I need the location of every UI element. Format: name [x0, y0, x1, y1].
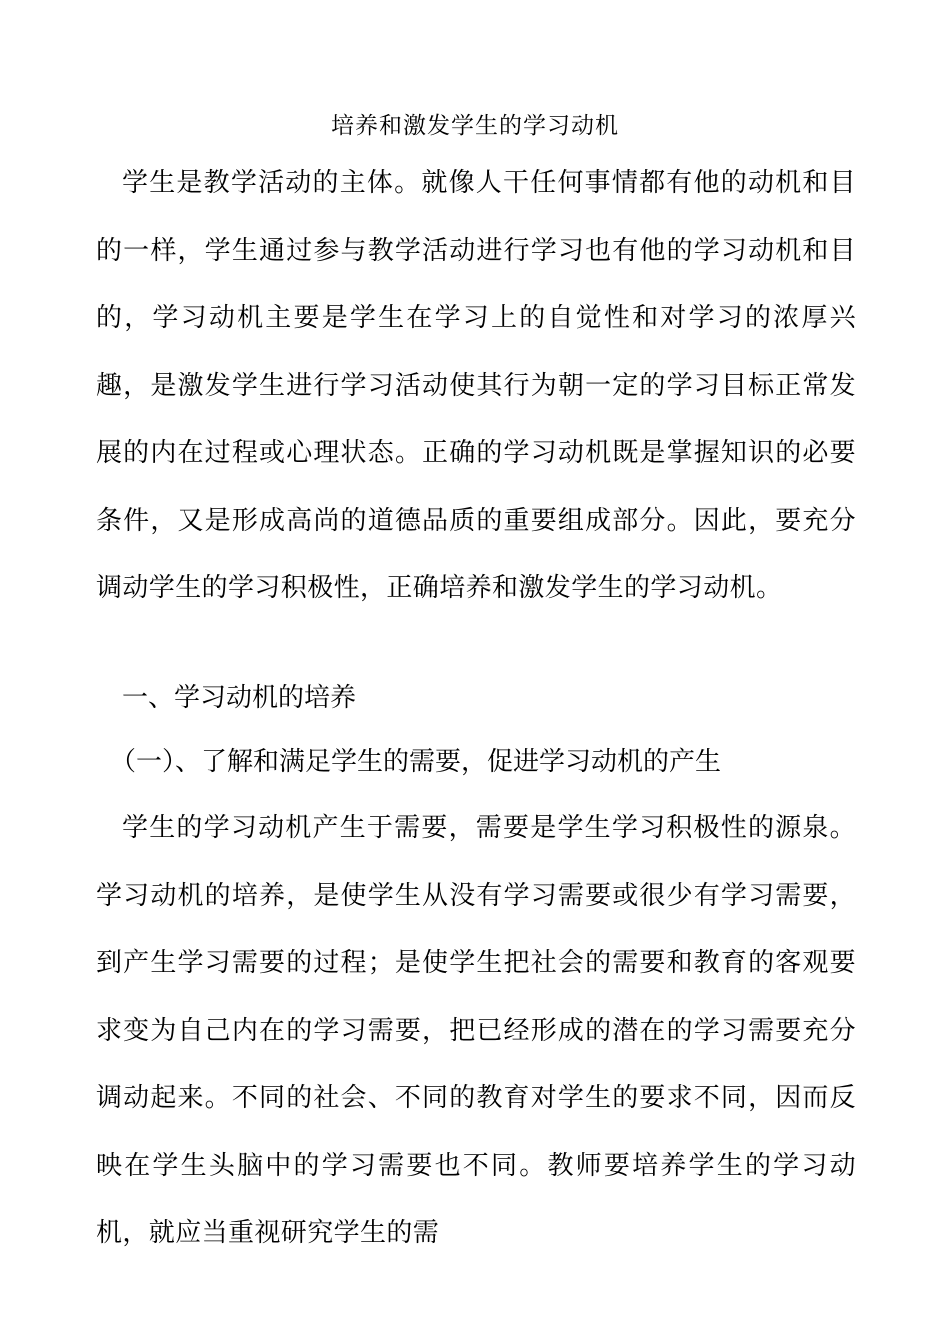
- document-title: 培养和激发学生的学习动机: [331, 113, 619, 139]
- subsection-heading-1-1: （一）、了解和满足学生的需要，促进学习动机的产生: [110, 747, 722, 777]
- section-heading-1: 一、学习动机的培养: [122, 683, 357, 713]
- intro-paragraph: 学生是教学活动的主体。就像人干任何事情都有他的动机和目的一样，学生通过参与教学活动进行学习也有他的学习动机和目的，学习动机主要是学生在学习上的自觉性和对学习的浓厚兴趣，是激发学生进行学习活动使其行为朝一定的学习目标正常发展的内在过程或心理状态。正确的学习动机既是掌握知识的必要条件，又是形成高尚的道德品质的重要组成部分。因此，要充分调动学生的学习积极性，正确培养和激发学生的学习动机。: [96, 168, 856, 603]
- body-paragraph-2: 学生的学习动机产生于需要，需要是学生学习积极性的源泉。学习动机的培养，是使学生从没有学习需要或很少有学习需要，到产生学习需要的过程；是使学生把社会的需要和教育的客观要求变为自己内在的学习需要，把已经形成的潜在的学习需要充分调动起来。不同的社会、不同的教育对学生的要求不同，因而反映在学生头脑中的学习需要也不同。教师要培养学生的学习动机，就应当重视研究学生的需: [96, 813, 856, 1248]
